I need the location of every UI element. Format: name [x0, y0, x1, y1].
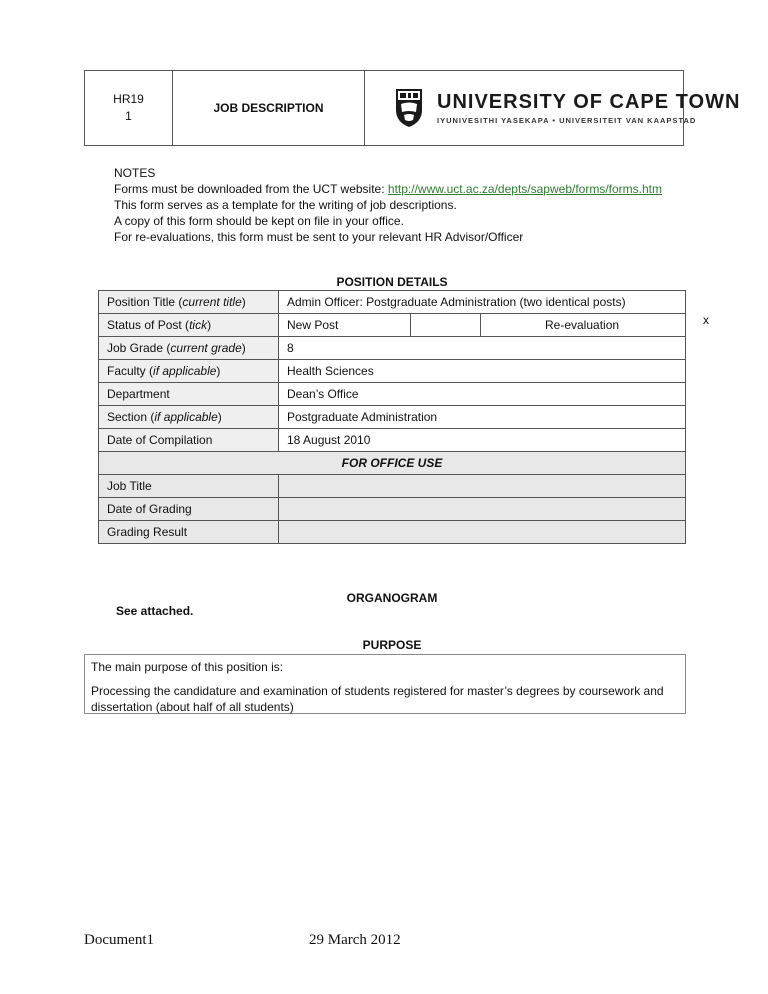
- document-title: JOB DESCRIPTION: [173, 71, 365, 145]
- section-value: Postgraduate Administration: [279, 406, 686, 429]
- table-row: [99, 314, 686, 337]
- footer-date: 29 March 2012: [309, 932, 401, 948]
- faculty-value: Health Sciences: [279, 360, 686, 383]
- table-row: [99, 406, 686, 429]
- row-label: Department: [99, 383, 279, 406]
- table-row: [99, 429, 686, 452]
- re-evaluation-tick: x: [703, 313, 709, 327]
- uct-logo: [365, 71, 741, 145]
- row-label: Faculty (if applicable): [99, 360, 279, 383]
- office-row-label: Job Title: [99, 475, 279, 498]
- position-details-table: [98, 290, 686, 544]
- table-row: [99, 337, 686, 360]
- notes-line-4: For re-evaluations, this form must be sent to your relevant HR Advisor/Officer: [114, 230, 524, 244]
- row-label: Date of Compilation: [99, 429, 279, 452]
- forms-link[interactable]: http://www.uct.ac.za/depts/sapweb/forms/forms.htm: [387, 182, 662, 196]
- label-hint: tick: [189, 318, 208, 332]
- label-text: Faculty: [107, 364, 146, 378]
- notes-section: [114, 165, 662, 245]
- table-row: [99, 291, 686, 314]
- re-evaluation-option: [481, 314, 686, 337]
- position-title-value: Admin Officer: Postgraduate Administration (two identical posts): [279, 291, 686, 314]
- label-text: Position Title: [107, 295, 176, 309]
- label-text: Status of Post: [107, 318, 182, 332]
- office-use-heading-row: [99, 452, 686, 475]
- label-hint: if applicable: [153, 364, 217, 378]
- form-code: [85, 71, 173, 145]
- table-row: [99, 498, 686, 521]
- purpose-text: Processing the candidature and examination of students registered for master’s degrees by coursework and dissertation (about half of all students): [91, 684, 664, 714]
- office-job-title-value[interactable]: [279, 475, 686, 498]
- office-row-label: Date of Grading: [99, 498, 279, 521]
- table-row: [99, 383, 686, 406]
- job-grade-value: 8: [279, 337, 686, 360]
- office-grading-result-value[interactable]: [279, 521, 686, 544]
- row-label: Status of Post (tick): [99, 314, 279, 337]
- purpose-box: [84, 654, 686, 714]
- row-label: Job Grade (current grade): [99, 337, 279, 360]
- department-value: Dean’s Office: [279, 383, 686, 406]
- notes-line-3: A copy of this form should be kept on file in your office.: [114, 214, 404, 228]
- notes-heading: NOTES: [114, 166, 156, 180]
- header-box: [84, 70, 741, 146]
- label-hint: if applicable: [154, 410, 218, 424]
- office-date-of-grading-value[interactable]: [279, 498, 686, 521]
- notes-line-1: [114, 181, 662, 197]
- office-use-heading: FOR OFFICE USE: [99, 452, 686, 475]
- label-hint: current grade: [170, 341, 242, 355]
- shield-icon: [395, 88, 423, 128]
- label-text: Section: [107, 410, 148, 424]
- table-row: [99, 360, 686, 383]
- purpose-heading: PURPOSE: [362, 638, 422, 652]
- re-evaluation-text: Re-evaluation: [545, 318, 620, 332]
- notes-line-2: This form serves as a template for the writing of job descriptions.: [114, 198, 457, 212]
- logo-name: UNIVERSITY OF CAPE TOWN: [437, 91, 741, 113]
- label-text: Job Grade: [107, 341, 164, 355]
- organogram-text: See attached.: [116, 604, 194, 618]
- row-label: Section (if applicable): [99, 406, 279, 429]
- new-post-option: New Post: [279, 314, 411, 337]
- table-row: [99, 521, 686, 544]
- office-row-label: Grading Result: [99, 521, 279, 544]
- table-row: [99, 475, 686, 498]
- purpose-intro: The main purpose of this position is:: [91, 660, 284, 674]
- label-hint: current title: [182, 295, 242, 309]
- form-code-text: HR19 1: [113, 92, 144, 123]
- row-label: Position Title (current title): [99, 291, 279, 314]
- footer-document-name: Document1: [84, 932, 154, 948]
- position-details-heading: POSITION DETAILS: [336, 275, 448, 289]
- notes-line-1-text: Forms must be downloaded from the UCT website:: [114, 182, 388, 196]
- logo-subtitle: IYUNIVESITHI YASEKAPA • UNIVERSITEIT VAN KAAPSTAD: [437, 116, 697, 125]
- date-of-compilation-value: 18 August 2010: [279, 429, 686, 452]
- new-post-tick-cell[interactable]: [411, 314, 481, 337]
- organogram-heading: ORGANOGRAM: [346, 591, 438, 605]
